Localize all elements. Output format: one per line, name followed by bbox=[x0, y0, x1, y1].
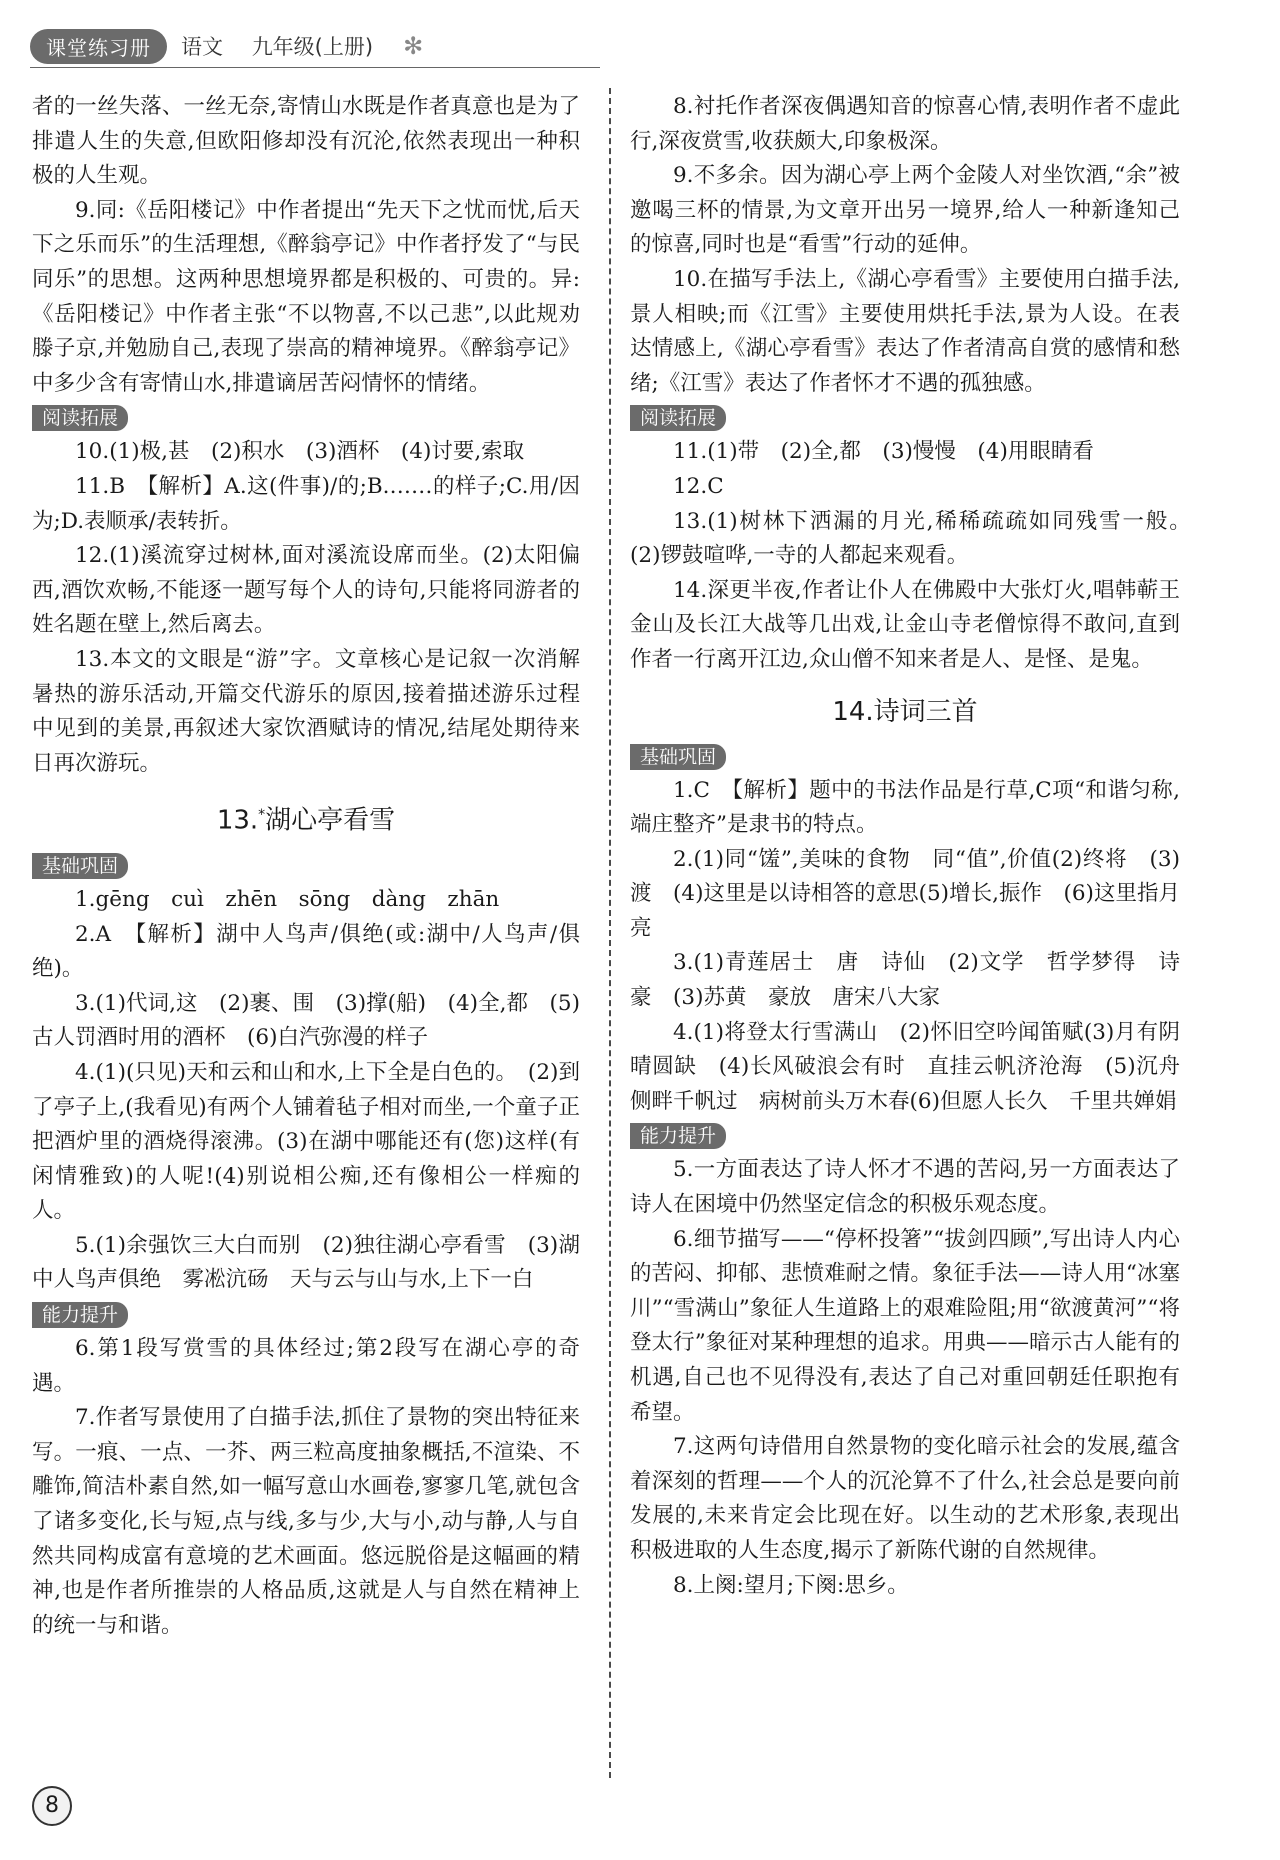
answer-4: 4.(1)将登太行雪满山 (2)怀旧空吟闻笛赋(3)月有阴晴圆缺 (4)长风破浪会有时 直挂云帆济沧海 (5)沉舟侧畔千帆过 病树前头万木春(6)但愿人长久 千里共婵娟 bbox=[630, 1019, 1180, 1114]
page-header bbox=[30, 28, 423, 64]
answer-9: 9.同:《岳阳楼记》中作者提出“先天下之忧而忧,后天下之乐而乐”的生活理想,《醉翁亭记》中作者抒发了“与民同乐”的思想。这两种思想境界都是积极的、可贵的。异:《岳阳楼记》中作者主张“不以物喜,不以己悲”,以此规劝滕子京,并勉励自己,表现了崇高的精神境界。《醉翁亭记》中多少含有寄情山水,排遣谪居苦闷情怀的情绪。 bbox=[32, 197, 580, 396]
answer-3: 3.(1)代词,这 (2)裹、围 (3)撑(船) (4)全,都 (5)古人罚酒时用的酒杯 (6)白汽弥漫的样子 bbox=[32, 990, 580, 1051]
lesson-name: 湖心亭看雪 bbox=[265, 805, 396, 836]
answer-6: 6.细节描写——“停杯投箸”“拔剑四顾”,写出诗人内心的苦闷、抑郁、悲愤难耐之情。象征手法——诗人用“冰塞川”“雪满山”象征人生道路上的艰难险阻;用“欲渡黄河”“将登太行”象征对某种理想的追求。用典——暗示古人能有的机遇,自己也不见得没有,表达了自己对重回朝廷任职抱有希望。 bbox=[630, 1226, 1180, 1425]
answer-13: 13.本文的文眼是“游”字。文章核心是记叙一次消解暑热的游乐活动,开篇交代游乐的原因,接着描述游乐过程中见到的美景,再叙述大家饮酒赋诗的情况,结尾处期待来日再次游玩。 bbox=[32, 646, 580, 776]
section-label-basic: 基础巩固 bbox=[32, 853, 128, 879]
grade-label: 九年级(上册) bbox=[251, 35, 374, 59]
section-label-reading: 阅读拓展 bbox=[630, 405, 726, 431]
palm-tree-icon: ✻ bbox=[403, 32, 424, 60]
header-rule bbox=[30, 67, 600, 68]
answer-14: 14.深更半夜,作者让仆人在佛殿中大张灯火,唱韩蕲王金山及长江大战等几出戏,让金山寺老僧惊得不敢问,直到作者一行离开江边,众山僧不知来者是人、是怪、是鬼。 bbox=[630, 577, 1180, 672]
answer-4: 4.(1)(只见)天和云和山和水,上下全是白色的。 (2)到了亭子上,(我看见)有两个人铺着毡子相对而坐,一个童子正把酒炉里的酒烧得滚沸。(3)在湖中哪能还有(您)这样(有闲情雅致)的人呢!(4)别说相公痴,还有像相公一样痴的人。 bbox=[32, 1059, 580, 1224]
answer-13: 13.(1)树林下洒漏的月光,稀稀疏疏如同残雪一般。 (2)锣鼓喧哗,一寺的人都起来观看。 bbox=[630, 508, 1202, 569]
answer-12: 12.(1)溪流穿过树林,面对溪流设席而坐。(2)太阳偏西,酒饮欢畅,不能逐一题写每个人的诗句,只能将同游者的姓名题在壁上,然后离去。 bbox=[32, 543, 580, 638]
lesson-title-14: 14.诗词三首 bbox=[832, 696, 978, 727]
answer-5: 5.一方面表达了诗人怀才不遇的苦闷,另一方面表达了诗人在困境中仍然坚定信念的积极乐观态度。 bbox=[630, 1157, 1180, 1218]
answer-11: 11.(1)带 (2)全,都 (3)慢慢 (4)用眼睛看 bbox=[673, 439, 1094, 465]
book-title-badge: 课堂练习册 bbox=[30, 29, 167, 64]
answer-6: 6.第1段写赏雪的具体经过;第2段写在湖心亭的奇遇。 bbox=[32, 1336, 580, 1396]
lesson-star: * bbox=[258, 807, 266, 824]
left-column bbox=[32, 90, 580, 1643]
lesson-title-13 bbox=[32, 795, 580, 841]
answer-2: 2.(1)同“馐”,美味的食物 同“值”,价值(2)终将 (3)渡 (4)这里是以诗相答的意思(5)增长,振作 (6)这里指月亮 bbox=[630, 846, 1180, 941]
answer-7: 7.这两句诗借用自然景物的变化暗示社会的发展,蕴含着深刻的哲理——个人的沉沦算不了什么,社会总是要向前发展的,未来肯定会比现在好。以生动的艺术形象,表现出积极进取的人生态度,揭示了新陈代谢的自然规律。 bbox=[630, 1434, 1180, 1563]
answer-8: 8.上阕:望月;下阕:思乡。 bbox=[673, 1572, 909, 1598]
header-meta bbox=[181, 31, 395, 61]
paragraph: 者的一丝失落、一丝无奈,寄情山水既是作者真意也是为了排遣人生的失意,但欧阳修却没有沉沦,依然表现出一种积极的人生观。 bbox=[32, 94, 580, 189]
answer-5: 5.(1)余强饮三大白而别 (2)独往湖心亭看雪 (3)湖中人鸟声俱绝 雾凇沆砀 天与云与山与水,上下一白 bbox=[32, 1232, 580, 1293]
lesson-number: 13. bbox=[216, 805, 259, 836]
subject-label: 语文 bbox=[181, 35, 223, 59]
column-divider bbox=[609, 88, 611, 1778]
section-label-ability: 能力提升 bbox=[630, 1123, 726, 1149]
answer-10: 10.(1)极,甚 (2)积水 (3)酒杯 (4)讨要,索取 bbox=[75, 439, 525, 465]
answer-9: 9.不多余。因为湖心亭上两个金陵人对坐饮酒,“余”被邀喝三杯的情景,为文章开出另一境界,给人一种新逢知己的惊喜,同时也是“看雪”行动的延伸。 bbox=[630, 163, 1180, 258]
answer-12: 12.C bbox=[673, 473, 724, 499]
page-number: 8 bbox=[32, 1786, 72, 1826]
right-column bbox=[630, 90, 1202, 1603]
answer-1: 1.gēng cuì zhēn sōng dàng zhān bbox=[75, 886, 500, 912]
answer-7: 7.作者写景使用了白描手法,抓住了景物的突出特征来写。一痕、一点、一芥、两三粒高度抽象概括,不渲染、不雕饰,简洁朴素自然,如一幅写意山水画卷,寥寥几笔,就包含了诸多变化,长与短,点与线,多与少,大与小,动与静,人与自然共同构成富有意境的艺术画面。悠远脱俗是这幅画的精神,也是作者所推崇的人格品质,这就是人与自然在精神上的统一与和谐。 bbox=[32, 1405, 580, 1638]
answer-1: 1.C 【解析】题中的书法作品是行草,C项“和谐匀称,端庄整齐”是隶书的特点。 bbox=[630, 777, 1180, 838]
answer-2: 2.A 【解析】湖中人鸟声/俱绝(或:湖中/人鸟声/俱绝)。 bbox=[32, 921, 580, 982]
answer-8: 8.衬托作者深夜偶遇知音的惊喜心情,表明作者不虚此行,深夜赏雪,收获颇大,印象极深。 bbox=[630, 94, 1180, 154]
answer-3: 3.(1)青莲居士 唐 诗仙 (2)文学 哲学梦得 诗豪 (3)苏黄 豪放 唐宋八大家 bbox=[630, 950, 1180, 1011]
section-label-basic: 基础巩固 bbox=[630, 744, 726, 770]
answer-11: 11.B 【解析】A.这(件事)/的;B.……的样子;C.用/因为;D.表顺承/表转折。 bbox=[32, 473, 580, 534]
section-label-reading: 阅读拓展 bbox=[32, 405, 128, 431]
answer-10: 10.在描写手法上,《湖心亭看雪》主要使用白描手法,景人相映;而《江雪》主要使用烘托手法,景为人设。在表达情感上,《湖心亭看雪》表达了作者清高自赏的感情和愁绪;《江雪》表达了作者怀才不遇的孤独感。 bbox=[630, 266, 1180, 396]
section-label-ability: 能力提升 bbox=[32, 1302, 128, 1328]
